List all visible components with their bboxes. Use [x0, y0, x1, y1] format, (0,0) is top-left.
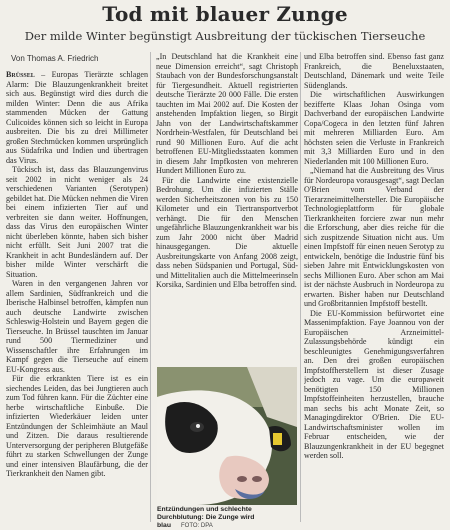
cow-illustration: [157, 367, 297, 505]
caption-text: Entzündungen und schlechte Durchblutung: Die Zunge wird blau: [157, 506, 255, 529]
article-column-3: [304, 52, 444, 522]
paragraph: Die EU-Kommission befürwortet eine Massenimpfaktion. Faye Joannou von der Europäischen Arzneimittel-Zulassungsbehörde kündigt ein beschleunigtes Genehmigungsverfahren an. Den drei großen europäischen Impfstoffherstellern ist dieser Zusage jedoch zu vage. Um die europaweit benötigten 150 Millionen Impfstoffeinheiten herzustellen, brauche man sechs bis acht Monate Zeit, so Managingdirektor O'Brien. Die EU-Landwirtschaftsminister wollen im Februar entscheiden, wie der Blauzungenkrankheit in der EU begegnet werden soll.: [304, 308, 444, 460]
article-column-1: [6, 70, 148, 525]
photo-caption: [157, 506, 297, 530]
paragraph: Waren in den vergangenen Jahren vor allem Sardinien, Südfrankreich und die Iberische Halbinsel betroffen, kämpfen nun auch deutsche Landwirte zwischen Schleswig-Holstein und Bayern gegen die Tierseuche. In Brüssel tauschten im Januar rund 500 Tiermediziner und Wissenschaftler ihre Erfahrungen im Kampf gegen die Tierseuche auf einem EU-Kongress aus.: [6, 279, 148, 374]
paragraph: Tückisch ist, dass das Blauzungenvirus seit 2002 in nicht weniger als 24 verschiedenen Varianten (Serotypen) gebildet hat. Die Mücken nehmen die Viren bei einem infizierten Tier auf und verbreiten sie dann weiter. Hoffnungen, dass das Virus den europäischen Winter nicht überleben könnte, haben sich bisher nicht erfüllt. Seit Juni 2007 trat die Krankheit in acht Bundesländern auf. Der bisher milde Winter verschärft die Situation.: [6, 165, 148, 279]
article-column-2: [156, 52, 298, 364]
paragraph: „In Deutschland hat die Krankheit eine neue Dimension erreicht“, sagt Christoph Staubach von der Bundesforschungsanstalt für Tiergesundheit. Aktuell registrierten deutsche Tierärzte 20 000 Fälle. Die ersten tauchten im Mai 2002 auf. Die Kosten der anstehenden Impfaktion liegen, so Birgit Jahn von der Landwirtschaftskammer Nordrhein-Westfalen, für Deutschland bei rund 90 Millionen Euro. Auf die acht betroffenen EU-Mitgliedsstaaten kommen in diesem Jahr Impfkosten von mehreren Hundert Millionen Euro zu.: [156, 52, 298, 175]
paragraph: „Niemand hat die Ausbreitung des Virus für Nordeuropa vorausgesagt“, sagt Declan O'Brien vom Verband der Tierarzneimittelhersteller. Die Europäische Technologieplattform für globale Tierkrankheiten forciere zwar nun mehr die Erforschung, aber dies reiche für die sich zuspitzende Situation nicht aus. Um einen Impfstoff für einen neuen Serotyp zu entwickeln, benötige die Industrie fünf bis sieben Jahre mit Entwicklungskosten von sechs Millionen Euro. Aber schon am Mai ist der nächste Ausbruch in Nordeuropa zu erwarten. Bisher haben nur Deutschland und Großbritannien Impfstoff bestellt.: [304, 166, 444, 308]
byline: Von Thomas A. Friedrich: [11, 54, 99, 63]
column-rule-1: [150, 52, 151, 522]
headline: Tod mit blauer Zunge: [102, 2, 348, 26]
dateline: Brüssel: [6, 70, 35, 79]
cow-photo: [157, 367, 297, 505]
paragraph: Für die erkrankten Tiere ist es ein siechendes Leiden, das bei Jungtieren auch zum Tod führen kann. Für die Züchter eine herbe wirtschaftliche Einbuße. Die infizierten Wiederkäuer leiden unter Entzündungen der Schleimhäute an Maul und Zitzen. Die daraus resultierende Unterversorgung der peripheren Blutgefäße führt zu starken Schwellungen der Zunge und einer intensiven Blaufärbung, die der Tierkrankheit den Namen gibt.: [6, 374, 148, 478]
paragraph: Brüssel – Europas Tierärzte schlagen Alarm: Die Blauzungenkrankheit breitet sich aus. Begünstigt wird dies durch die milden Winter: Denn die aus Afrika stammenden Mücken der Gattung Culicoides können sich so leicht in Europa ausbreiten. Die bis zu drei Millimeter großen Stechmücken kommen ursprünglich aus Südafrika und Indien und übertragen das Virus.: [6, 70, 148, 165]
paragraph: und Elba betroffen sind. Ebenso fast ganz Frankreich, die Beneluxstaaten, Deutschland, Dänemark und weite Teile Südenglands.: [304, 52, 444, 90]
paragraph: Die wirtschaftlichen Auswirkungen bezifferte Klaas Johan Osinga vom Dachverband der europäischen Landwirte Copa/Cogeca in den letzten fünf Jahren mit mehreren Milliarden Euro. Am höchsten seien die Verluste in Frankreich mit 3,3 Milliarden Euro und in den Niederlanden mit 100 Millionen Euro.: [304, 90, 444, 166]
subheadline: Der milde Winter begünstigt Ausbreitung der tückischen Tierseuche: [24, 29, 426, 43]
column-rule-2: [300, 52, 301, 522]
paragraph: Für die Landwirte eine existenzielle Bedrohung. Um die infizierten Ställe werden Sicherheitszonen von bis zu 150 Kilometer und ein Tiertransportverbot verhängt. Die für den Menschen ungefährliche Blauzungenkrankheit war bis zum Jahr 2000 nicht über Madrid hinausgegangen. Die aktuelle Ausbreitungskarte von Anfang 2008 zeigt, dass neben Südspanien und Portugal, Süd- und Mittelitalien auch die Mittelmeerinseln Korsika, Sardinien und Elba betroffen sind.: [156, 175, 298, 289]
photo-credit: FOTO: DPA: [180, 523, 213, 529]
